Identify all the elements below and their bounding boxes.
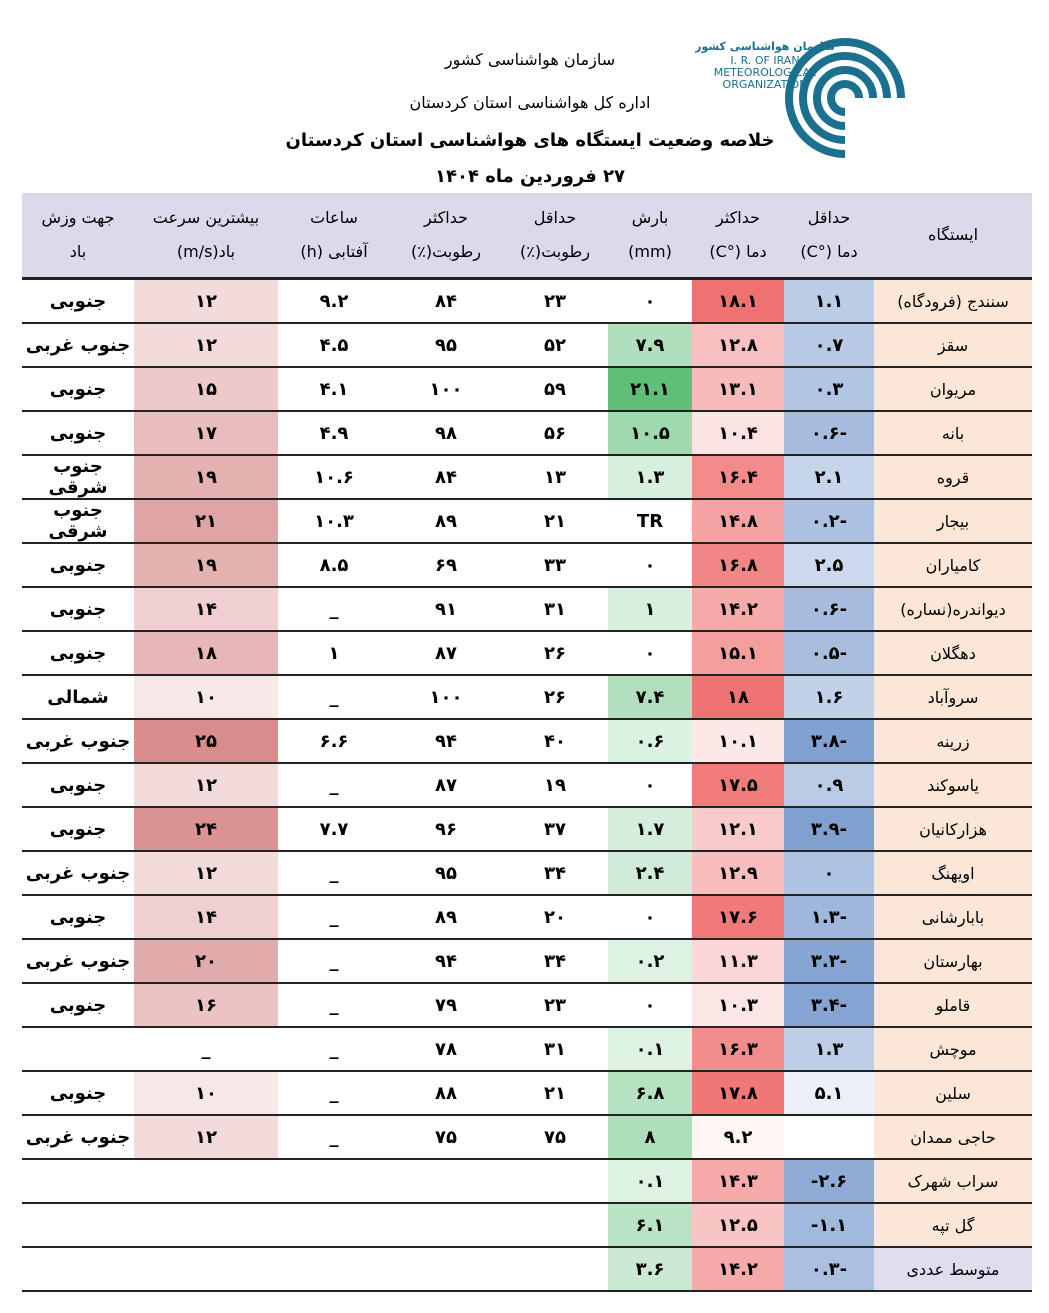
cell-dir xyxy=(22,1247,134,1291)
table-row xyxy=(22,1027,1032,1071)
cell-rhmin: ۱۹ xyxy=(502,763,608,807)
cell-station: دهگلان xyxy=(874,631,1032,675)
cell-rhmin: ۵۹ xyxy=(502,367,608,411)
cell-tmax: ۱۷.۸ xyxy=(692,1071,784,1115)
cell-wind: ۱۷ xyxy=(134,411,278,455)
logo-emblem-icon xyxy=(695,36,917,162)
cell-dir: جنوب غربی xyxy=(22,323,134,367)
cell-rain: ۷.۴ xyxy=(608,675,692,719)
cell-rain: ۰ xyxy=(608,631,692,675)
cell-tmax: ۹.۲ xyxy=(692,1115,784,1159)
cell-dir xyxy=(22,1159,134,1203)
cell-rhmin: ۳۴ xyxy=(502,939,608,983)
cell-rhmin xyxy=(502,1203,608,1247)
cell-station: سقز xyxy=(874,323,1032,367)
cell-tmax: ۱۲.۸ xyxy=(692,323,784,367)
cell-station: سراب شهرک xyxy=(874,1159,1032,1203)
cell-tmax: ۱۱.۳ xyxy=(692,939,784,983)
cell-dir xyxy=(22,1027,134,1071)
cell-rhmax: ۸۹ xyxy=(390,895,502,939)
organization-logo xyxy=(695,36,917,162)
cell-wind: ۱۹ xyxy=(134,455,278,499)
cell-tmax: ۱۵.۱ xyxy=(692,631,784,675)
cell-rhmax: ۹۶ xyxy=(390,807,502,851)
col-header-tmax: حداکثر دما (°C) xyxy=(692,193,784,279)
cell-rhmin xyxy=(502,1159,608,1203)
cell-tmin: -۳.۹ xyxy=(784,807,874,851)
col-header-tmin: حداقل دما (°C) xyxy=(784,193,874,279)
table-row xyxy=(22,367,1032,411)
cell-dir: جنوبی xyxy=(22,367,134,411)
cell-sun: _ xyxy=(278,763,390,807)
org-name: سازمان هواشناسی کشور xyxy=(444,50,616,69)
table-row xyxy=(22,1071,1032,1115)
cell-wind: ۱۰ xyxy=(134,675,278,719)
cell-station: یاسوکند xyxy=(874,763,1032,807)
col-header-wind-speed: بیشترین سرعت باد(m/s) xyxy=(134,193,278,279)
cell-tmax: ۱۲.۵ xyxy=(692,1203,784,1247)
col-header-rhmin: حداقل رطوبت(٪) xyxy=(502,193,608,279)
cell-station: هزارکانیان xyxy=(874,807,1032,851)
table-row xyxy=(22,675,1032,719)
cell-dir: جنوبی xyxy=(22,411,134,455)
cell-wind: ۱۴ xyxy=(134,587,278,631)
cell-rhmin: ۵۲ xyxy=(502,323,608,367)
cell-station: دیواندره(نساره) xyxy=(874,587,1032,631)
cell-tmax: ۱۴.۲ xyxy=(692,1247,784,1291)
table-row xyxy=(22,763,1032,807)
cell-wind: ۲۴ xyxy=(134,807,278,851)
cell-wind: ۱۸ xyxy=(134,631,278,675)
cell-tmin: ۲.۱ xyxy=(784,455,874,499)
table-row xyxy=(22,1115,1032,1159)
cell-rhmax: ۷۹ xyxy=(390,983,502,1027)
cell-tmin: -۰.۶ xyxy=(784,411,874,455)
cell-rain: ۲.۴ xyxy=(608,851,692,895)
cell-wind: ۱۲ xyxy=(134,323,278,367)
cell-sun: ۱ xyxy=(278,631,390,675)
cell-station: موچش xyxy=(874,1027,1032,1071)
cell-rhmin: ۳۱ xyxy=(502,587,608,631)
cell-tmin: -۰.۵ xyxy=(784,631,874,675)
cell-tmin: -۳.۴ xyxy=(784,983,874,1027)
cell-dir: جنوبی xyxy=(22,983,134,1027)
cell-rain: ۶.۸ xyxy=(608,1071,692,1115)
cell-sun: ۷.۷ xyxy=(278,807,390,851)
cell-tmin: -۰.۶ xyxy=(784,587,874,631)
cell-dir: جنوبی xyxy=(22,279,134,324)
cell-tmax: ۱۶.۳ xyxy=(692,1027,784,1071)
table-row xyxy=(22,851,1032,895)
cell-wind: ۲۵ xyxy=(134,719,278,763)
cell-wind: ۲۰ xyxy=(134,939,278,983)
cell-dir: جنوب شرقی xyxy=(22,455,134,499)
cell-rain: TR xyxy=(608,499,692,543)
cell-rain: ۳.۶ xyxy=(608,1247,692,1291)
cell-rain: ۱.۳ xyxy=(608,455,692,499)
cell-tmax: ۱۷.۵ xyxy=(692,763,784,807)
cell-sun: _ xyxy=(278,983,390,1027)
cell-station: زرینه xyxy=(874,719,1032,763)
cell-tmax: ۱۴.۳ xyxy=(692,1159,784,1203)
document-title: خلاصه وضعیت ایستگاه های هواشناسی استان کردستان xyxy=(285,130,775,151)
cell-station: بابارشانی xyxy=(874,895,1032,939)
cell-station: سروآباد xyxy=(874,675,1032,719)
cell-station: مریوان xyxy=(874,367,1032,411)
cell-tmin: -۰.۲ xyxy=(784,499,874,543)
cell-rhmax xyxy=(390,1247,502,1291)
cell-rhmin: ۲۱ xyxy=(502,1071,608,1115)
cell-rhmax: ۹۵ xyxy=(390,851,502,895)
cell-station: قروه xyxy=(874,455,1032,499)
col-header-sunshine: ساعات آفتابی (h) xyxy=(278,193,390,279)
table-row xyxy=(22,983,1032,1027)
cell-rain: ۰.۱ xyxy=(608,1027,692,1071)
cell-wind: ۱۶ xyxy=(134,983,278,1027)
cell-tmin: ۱.۱ xyxy=(784,279,874,324)
cell-sun: ۴.۹ xyxy=(278,411,390,455)
table-row xyxy=(22,279,1032,324)
cell-rhmin xyxy=(502,1247,608,1291)
cell-rhmax: ۸۴ xyxy=(390,455,502,499)
cell-dir: جنوبی xyxy=(22,1071,134,1115)
cell-wind: ۱۲ xyxy=(134,279,278,324)
logo-line1: I. R. OF IRAN xyxy=(730,54,800,67)
cell-sun: ۴.۵ xyxy=(278,323,390,367)
cell-rain: ۱ xyxy=(608,587,692,631)
cell-rain: ۰ xyxy=(608,543,692,587)
cell-wind: _ xyxy=(134,1027,278,1071)
cell-rain: ۰ xyxy=(608,983,692,1027)
cell-rhmax xyxy=(390,1159,502,1203)
cell-rhmax: ۸۷ xyxy=(390,763,502,807)
cell-tmax: ۱۰.۱ xyxy=(692,719,784,763)
cell-rhmax: ۱۰۰ xyxy=(390,367,502,411)
cell-tmin: ۰.۹ xyxy=(784,763,874,807)
cell-sun: _ xyxy=(278,587,390,631)
cell-dir: جنوبی xyxy=(22,807,134,851)
cell-tmax: ۱۷.۶ xyxy=(692,895,784,939)
cell-wind: ۱۲ xyxy=(134,763,278,807)
cell-sun xyxy=(278,1159,390,1203)
cell-wind xyxy=(134,1247,278,1291)
cell-tmax: ۱۶.۸ xyxy=(692,543,784,587)
table-row xyxy=(22,631,1032,675)
cell-rhmin: ۴۰ xyxy=(502,719,608,763)
cell-wind: ۱۵ xyxy=(134,367,278,411)
cell-rhmin: ۲۰ xyxy=(502,895,608,939)
cell-tmax: ۱۳.۱ xyxy=(692,367,784,411)
cell-rhmax: ۷۸ xyxy=(390,1027,502,1071)
cell-tmax: ۱۲.۹ xyxy=(692,851,784,895)
cell-wind: ۱۰ xyxy=(134,1071,278,1115)
cell-rain: ۲۱.۱ xyxy=(608,367,692,411)
cell-dir: جنوبی xyxy=(22,543,134,587)
cell-station: سلین xyxy=(874,1071,1032,1115)
cell-tmax: ۱۸.۱ xyxy=(692,279,784,324)
cell-wind xyxy=(134,1159,278,1203)
cell-station: بهارستان xyxy=(874,939,1032,983)
cell-rain: ۷.۹ xyxy=(608,323,692,367)
cell-rain: ۰ xyxy=(608,763,692,807)
cell-station: بیجار xyxy=(874,499,1032,543)
cell-rhmax: ۸۷ xyxy=(390,631,502,675)
cell-dir: شمالی xyxy=(22,675,134,719)
cell-wind xyxy=(134,1203,278,1247)
cell-wind: ۲۱ xyxy=(134,499,278,543)
cell-station: حاجی ممدان xyxy=(874,1115,1032,1159)
cell-rhmax: ۹۴ xyxy=(390,939,502,983)
cell-tmax: ۱۰.۴ xyxy=(692,411,784,455)
cell-rain: ۰.۱ xyxy=(608,1159,692,1203)
cell-dir: جنوب غربی xyxy=(22,1115,134,1159)
cell-rhmin: ۳۳ xyxy=(502,543,608,587)
cell-rhmax: ۸۹ xyxy=(390,499,502,543)
cell-rhmax: ۱۰۰ xyxy=(390,675,502,719)
cell-dir: جنوبی xyxy=(22,763,134,807)
col-header-wind-direction: جهت وزش باد xyxy=(22,193,134,279)
cell-sun xyxy=(278,1203,390,1247)
cell-rain: ۰.۲ xyxy=(608,939,692,983)
cell-rhmin: ۷۵ xyxy=(502,1115,608,1159)
cell-rain: ۱.۷ xyxy=(608,807,692,851)
cell-rhmax: ۹۱ xyxy=(390,587,502,631)
cell-rain: ۱۰.۵ xyxy=(608,411,692,455)
cell-sun: ۶.۶ xyxy=(278,719,390,763)
table-row xyxy=(22,323,1032,367)
cell-rhmax: ۹۵ xyxy=(390,323,502,367)
cell-station: سنندج (فرودگاه) xyxy=(874,279,1032,324)
table-header-row xyxy=(22,193,1032,279)
cell-station: کامیاران xyxy=(874,543,1032,587)
document-date: ۲۷ فروردین ماه ۱۴۰۴ xyxy=(435,166,625,187)
cell-tmin: ۱.۱- xyxy=(784,1203,874,1247)
cell-rhmax xyxy=(390,1203,502,1247)
cell-rhmin: ۵۶ xyxy=(502,411,608,455)
cell-sun: _ xyxy=(278,895,390,939)
weather-summary-table xyxy=(22,193,1032,1292)
cell-rhmin: ۳۴ xyxy=(502,851,608,895)
logo-text-fa: سازمان هواشناسی کشور xyxy=(695,40,835,53)
cell-tmin: -۳.۸ xyxy=(784,719,874,763)
table-row xyxy=(22,1203,1032,1247)
cell-rain: ۰ xyxy=(608,895,692,939)
cell-rain: ۶.۱ xyxy=(608,1203,692,1247)
table-row xyxy=(22,499,1032,543)
cell-sun: ۹.۲ xyxy=(278,279,390,324)
cell-rhmin: ۲۶ xyxy=(502,675,608,719)
col-header-station: ایستگاه xyxy=(874,193,1032,279)
cell-tmax: ۱۶.۴ xyxy=(692,455,784,499)
cell-station: متوسط عددی xyxy=(874,1247,1032,1291)
department-name: اداره کل هواشناسی استان کردستان xyxy=(409,93,651,112)
cell-sun: _ xyxy=(278,851,390,895)
cell-rhmax: ۹۸ xyxy=(390,411,502,455)
cell-tmin: ۲.۶- xyxy=(784,1159,874,1203)
table-row xyxy=(22,939,1032,983)
cell-rhmax: ۸۸ xyxy=(390,1071,502,1115)
cell-tmax: ۱۲.۱ xyxy=(692,807,784,851)
cell-tmin: ۱.۳ xyxy=(784,1027,874,1071)
cell-tmin: ۵.۱ xyxy=(784,1071,874,1115)
cell-tmin: ۰.۳ xyxy=(784,367,874,411)
cell-dir: جنوب غربی xyxy=(22,851,134,895)
cell-dir xyxy=(22,1203,134,1247)
cell-sun xyxy=(278,1247,390,1291)
cell-tmin: -۳.۳ xyxy=(784,939,874,983)
cell-wind: ۱۹ xyxy=(134,543,278,587)
cell-sun: ۴.۱ xyxy=(278,367,390,411)
cell-rhmin: ۲۱ xyxy=(502,499,608,543)
cell-rhmin: ۱۳ xyxy=(502,455,608,499)
cell-tmin: -۰.۳ xyxy=(784,1247,874,1291)
cell-rhmin: ۲۳ xyxy=(502,279,608,324)
table-row xyxy=(22,587,1032,631)
col-header-rain: بارش (mm) xyxy=(608,193,692,279)
cell-dir: جنوبی xyxy=(22,895,134,939)
logo-line3: ORGANIZATION xyxy=(722,78,808,91)
cell-dir: جنوب شرقی xyxy=(22,499,134,543)
cell-rhmax: ۷۵ xyxy=(390,1115,502,1159)
cell-sun: ۱۰.۳ xyxy=(278,499,390,543)
table-row xyxy=(22,1159,1032,1203)
cell-tmin: ۱.۶ xyxy=(784,675,874,719)
cell-dir: جنوب غربی xyxy=(22,939,134,983)
cell-sun: _ xyxy=(278,675,390,719)
cell-rhmin: ۳۱ xyxy=(502,1027,608,1071)
cell-tmin: -۱.۳ xyxy=(784,895,874,939)
cell-tmax: ۱۰.۳ xyxy=(692,983,784,1027)
cell-rhmax: ۹۴ xyxy=(390,719,502,763)
cell-tmax: ۱۴.۲ xyxy=(692,587,784,631)
cell-rhmax: ۸۴ xyxy=(390,279,502,324)
cell-rain: ۸ xyxy=(608,1115,692,1159)
cell-sun: _ xyxy=(278,1071,390,1115)
cell-station: بانه xyxy=(874,411,1032,455)
cell-tmin: ۲.۵ xyxy=(784,543,874,587)
cell-dir: جنوبی xyxy=(22,631,134,675)
table-row xyxy=(22,411,1032,455)
cell-wind: ۱۲ xyxy=(134,1115,278,1159)
cell-tmax: ۱۴.۸ xyxy=(692,499,784,543)
table-row xyxy=(22,1247,1032,1291)
cell-station: قاملو xyxy=(874,983,1032,1027)
cell-wind: ۱۴ xyxy=(134,895,278,939)
cell-tmin xyxy=(784,1115,874,1159)
cell-sun: _ xyxy=(278,1027,390,1071)
table-row xyxy=(22,895,1032,939)
logo-line2: METEOROLOGICAL xyxy=(713,66,817,79)
cell-sun: _ xyxy=(278,1115,390,1159)
cell-sun: ۱۰.۶ xyxy=(278,455,390,499)
cell-dir: جنوبی xyxy=(22,587,134,631)
cell-rhmax: ۶۹ xyxy=(390,543,502,587)
cell-wind: ۱۲ xyxy=(134,851,278,895)
cell-sun: ۸.۵ xyxy=(278,543,390,587)
table-row xyxy=(22,719,1032,763)
cell-rhmin: ۲۳ xyxy=(502,983,608,1027)
cell-tmin: ۰.۷ xyxy=(784,323,874,367)
cell-rain: ۰ xyxy=(608,279,692,324)
table-row xyxy=(22,807,1032,851)
cell-tmin: ۰ xyxy=(784,851,874,895)
cell-tmax: ۱۸ xyxy=(692,675,784,719)
cell-station: اویهنگ xyxy=(874,851,1032,895)
cell-sun: _ xyxy=(278,939,390,983)
cell-rhmin: ۳۷ xyxy=(502,807,608,851)
cell-dir: جنوب غربی xyxy=(22,719,134,763)
cell-rain: ۰.۶ xyxy=(608,719,692,763)
cell-rhmin: ۲۶ xyxy=(502,631,608,675)
table-row xyxy=(22,455,1032,499)
table-row xyxy=(22,543,1032,587)
cell-station: گل تپه xyxy=(874,1203,1032,1247)
col-header-rhmax: حداکثر رطوبت(٪) xyxy=(390,193,502,279)
